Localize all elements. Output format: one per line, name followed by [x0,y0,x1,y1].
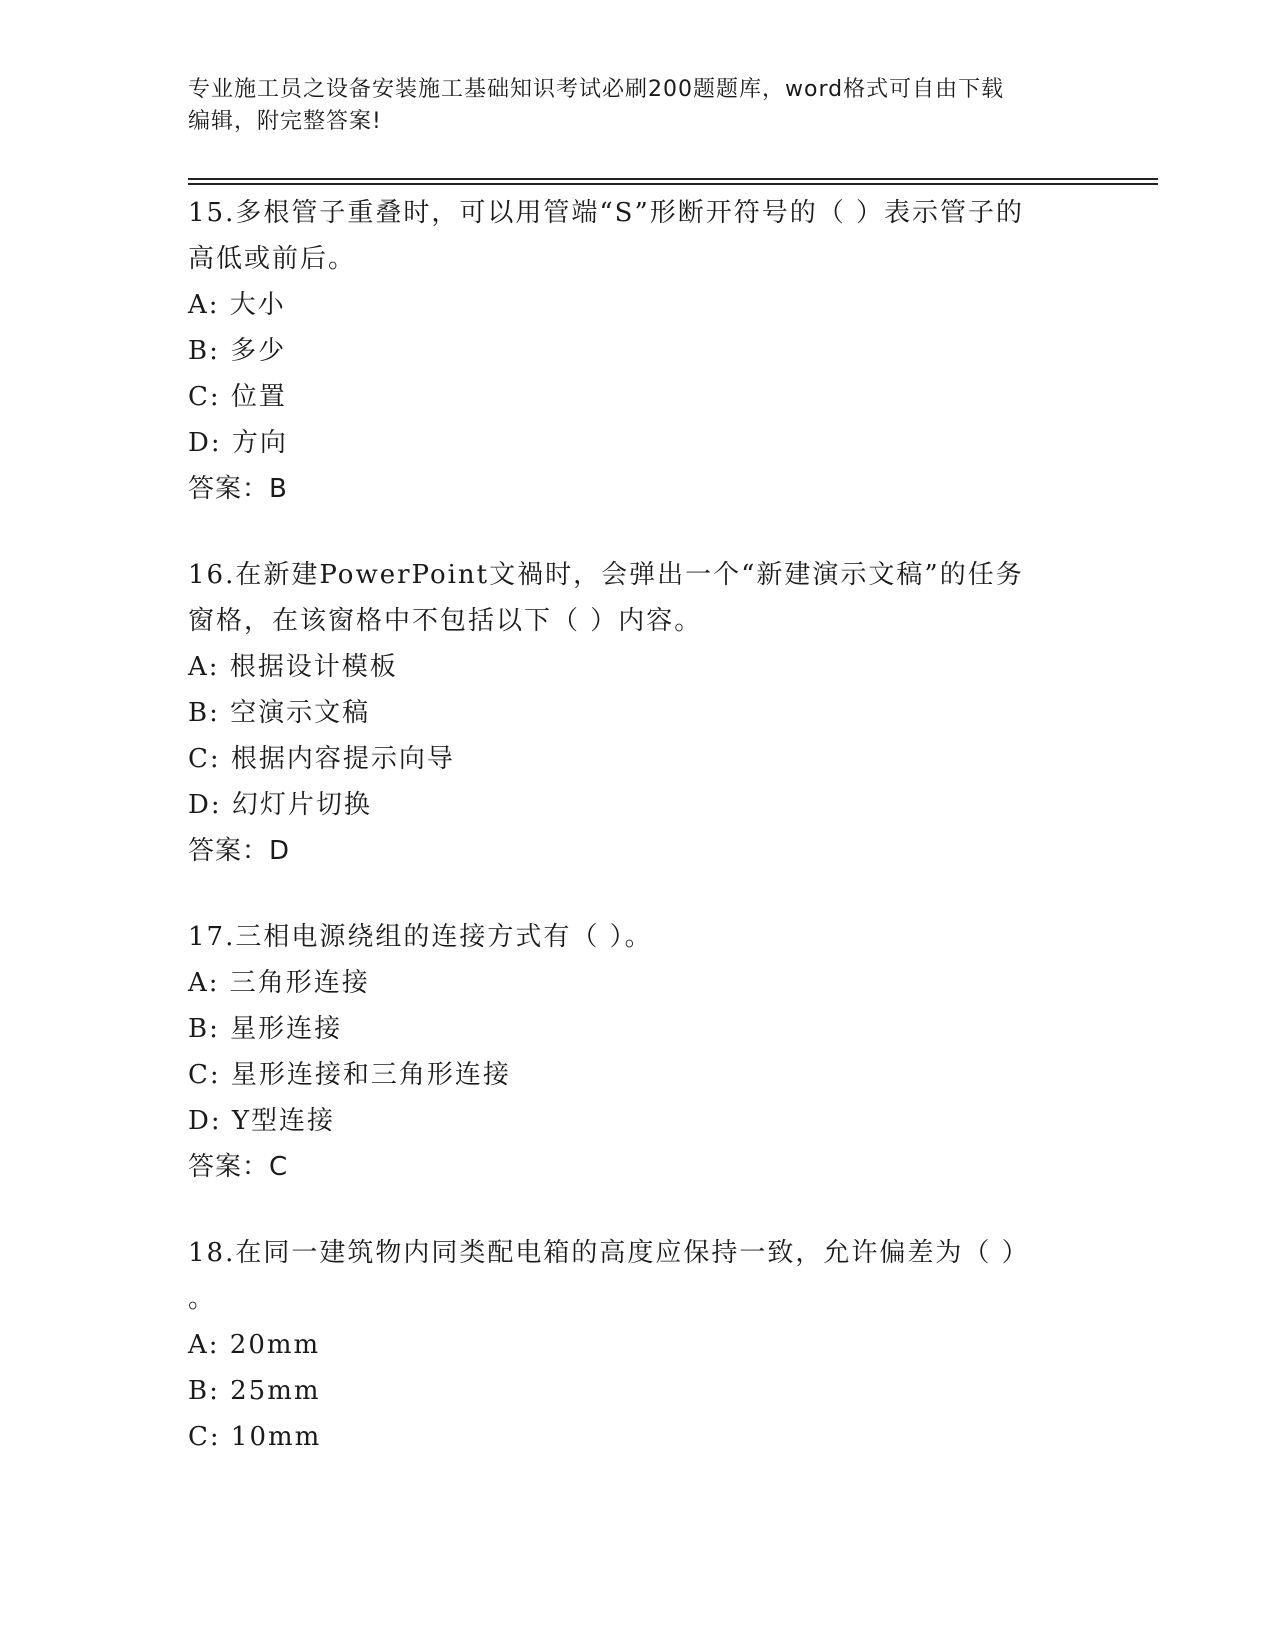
answer: 答案：B [188,474,288,504]
header-divider-bottom [188,183,1158,185]
question-18 [188,1230,1108,1460]
question-stem-continued: 高低或前后。 [188,244,357,274]
option-c: C: 根据内容提示向导 [188,744,455,774]
answer: 答案：C [188,1152,289,1182]
question-stem: 16.在新建PowerPoint文禍时，会弹出一个“新建演示文稿”的任务 [188,560,1024,590]
answer: 答案：D [188,836,291,866]
question-stem: 18.在同一建筑物内同类配电箱的高度应保持一致，允许偏差为（ ） [188,1238,1030,1268]
option-c: C: 位置 [188,382,287,412]
option-a: A: 大小 [188,290,286,320]
option-d: D: 幻灯片切换 [188,790,372,820]
question-15 [188,190,1108,512]
header-title-line-1: 专业施工员之设备安装施工基础知识考试必刷200题题库，word格式可自由下载 [188,77,1005,102]
option-c: C: 星形连接和三角形连接 [188,1060,511,1090]
option-d: D: Y型连接 [188,1106,336,1136]
option-b: B: 空演示文稿 [188,698,371,728]
option-d: D: 方向 [188,428,288,458]
question-17 [188,914,1108,1190]
question-list [188,190,1108,1500]
option-c: C: 10mm [188,1422,322,1452]
question-stem: 17.三相电源绕组的连接方式有（ ）。 [188,922,653,952]
document-header [188,74,1088,138]
question-stem-continued: 。 [188,1284,217,1314]
question-stem: 15.多根管子重叠时，可以用管端“S”形断开符号的（ ）表示管子的 [188,198,1025,228]
option-a: A: 20mm [188,1330,321,1360]
option-b: B: 多少 [188,336,287,366]
header-title-line-2: 编辑，附完整答案! [188,109,382,134]
option-a: A: 根据设计模板 [188,652,398,682]
header-divider-top [188,178,1158,180]
question-16 [188,552,1108,874]
option-b: B: 25mm [188,1376,321,1406]
option-a: A: 三角形连接 [188,968,370,998]
question-stem-continued: 窗格，在该窗格中不包括以下（ ）内容。 [188,606,703,636]
option-b: B: 星形连接 [188,1014,343,1044]
